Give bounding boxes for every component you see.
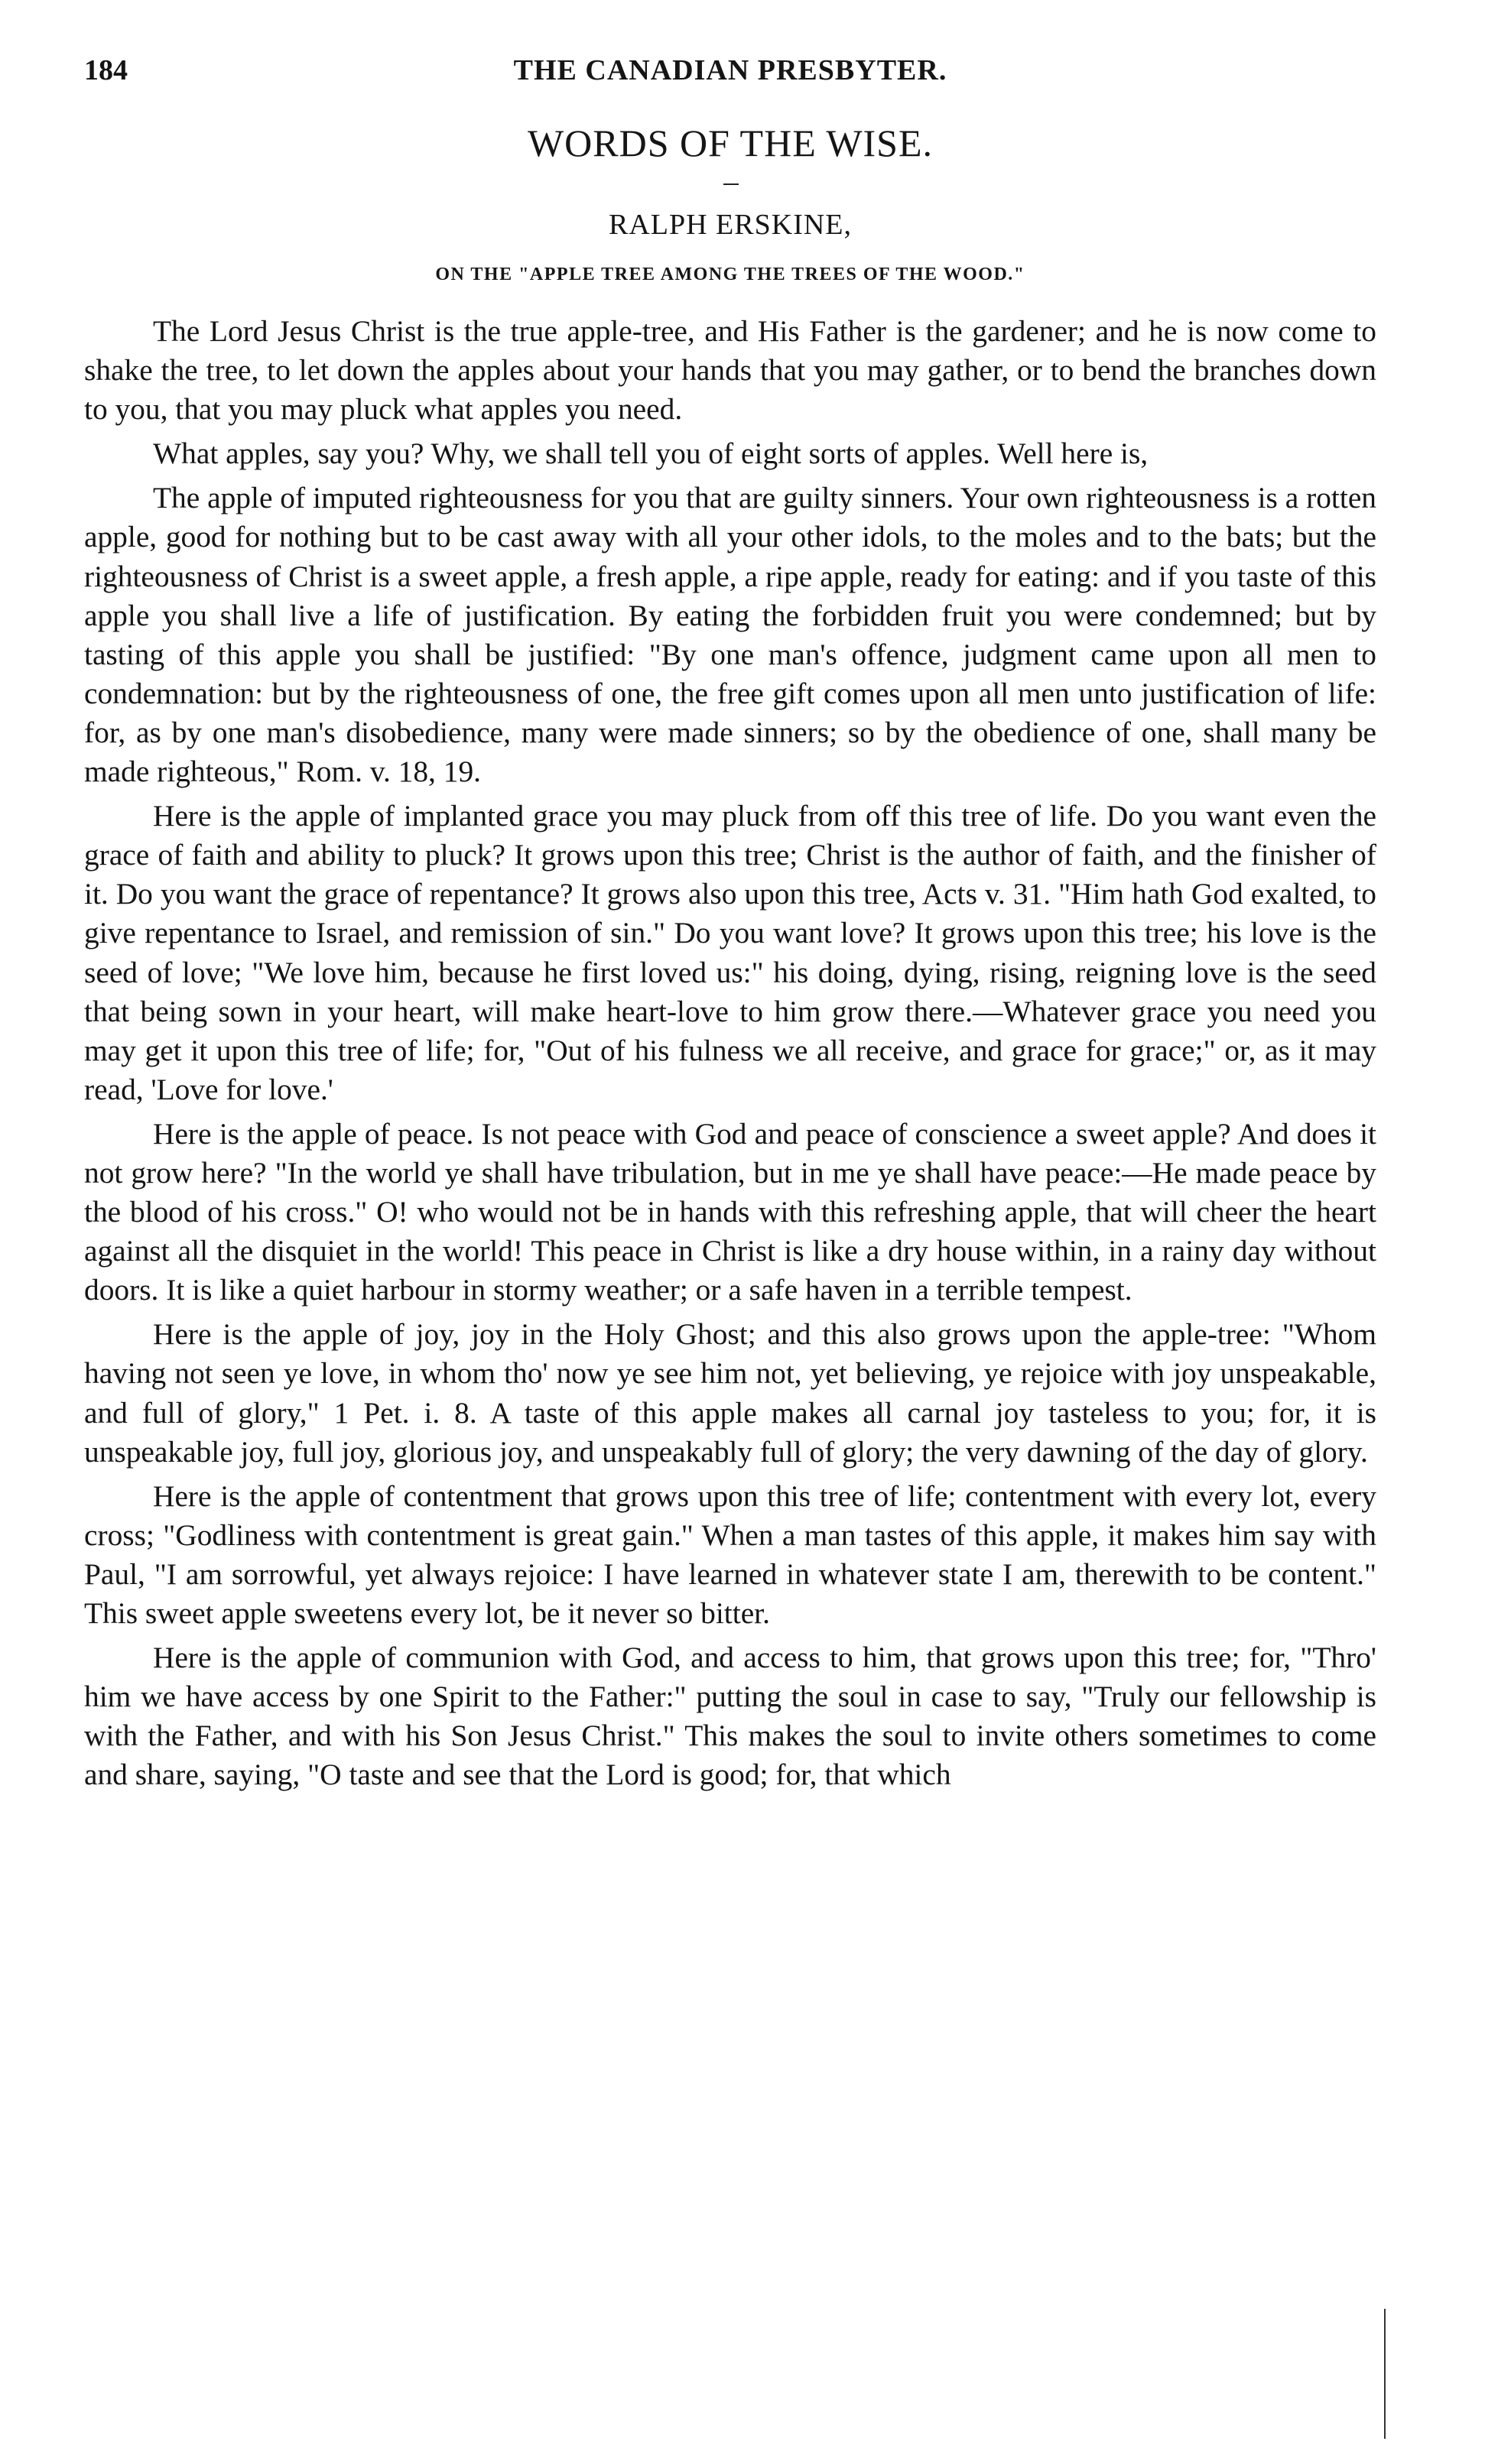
article-subtitle: ON THE "APPLE TREE AMONG THE TREES OF THE WOOD." bbox=[435, 265, 1025, 284]
journal-title: THE CANADIAN PRESBYTER. bbox=[513, 54, 947, 86]
title-rule bbox=[723, 183, 739, 185]
section-title: WORDS OF THE WISE. bbox=[527, 122, 934, 164]
article-body bbox=[84, 312, 1376, 1800]
paragraph-contentment: Here is the apple of contentment that grows upon this tree of life; contentment with every lot, every cross; "Godliness with contentment is great gain." When a man tastes of this apple, it makes him say with Paul, "I am sorrowful, yet always rejoice: I have learned in whatever state I am, therewith to be content." This sweet apple sweetens every lot, be it never so bitter. bbox=[84, 1479, 1376, 1630]
paragraph-imputed-righteousness: The apple of imputed righteousness for you that are guilty sinners. Your own righteousness is a rotten apple, good for nothing but to be cast away with all your other idols, to the moles and to the bats; but the righteousness of Christ is a sweet apple, a fresh apple, a ripe apple, ready for eating: and if you taste of this apple you shall live a life of justification. By eating the forbidden fruit you were condemned; but by tasting of this apple you shall be justified: "By one man's offence, judgment came upon all men to condemnation: but by the righteousness of one, the free gift comes upon all men unto justification of life: for, as by one man's disobedience, many were made sinners; so by the obedience of one, shall many be made righteous," Rom. v. 18, 19. bbox=[84, 481, 1376, 789]
paragraph-communion: Here is the apple of communion with God, and access to him, that grows upon this tree; for, "Thro' him we have access by one Spirit to the Father:" putting the soul in case to say, "Truly our fellowship is with the Father, and with his Son Jesus Christ." This makes the soul to invite others sometimes to come and share, saying, "O taste and see that the Lord is good; for, that which bbox=[84, 1641, 1376, 1792]
paragraph-joy: Here is the apple of joy, joy in the Holy Ghost; and this also grows upon the apple-tree: "Whom having not seen ye love, in whom tho' now ye see him not, yet believing, ye rejoice with joy unspeakable, and full of glory," 1 Pet. i. 8. A taste of this apple makes all carnal joy tasteless to you; for, it is unspeakable joy, full joy, glorious joy, and unspeakably full of glory; the very dawning of the day of glory. bbox=[84, 1317, 1376, 1469]
page-number: 184 bbox=[84, 54, 128, 86]
author-name: RALPH ERSKINE, bbox=[608, 209, 853, 241]
paragraph-eight-sorts: What apples, say you? Why, we shall tell you of eight sorts of apples. Well here is, bbox=[153, 437, 1149, 471]
running-head bbox=[84, 54, 1376, 99]
paragraph-peace: Here is the apple of peace. Is not peace with God and peace of conscience a sweet apple? And does it not grow here? "In the world ye shall have tribulation, but in me ye shall have peace:—He made peace by the blood of his cross." O! who would not be in hands with this refreshing apple, that will cheer the heart against all the disquiet in the world! This peace in Christ is like a dry house within, in a rainy day without doors. It is like a quiet harbour in stormy weather; or a safe haven in a terrible tempest. bbox=[84, 1116, 1376, 1307]
paragraph-implanted-grace: Here is the apple of implanted grace you may pluck from off this tree of life. Do you want even the grace of faith and ability to pluck? It grows upon this tree; Christ is the author of faith, and the finisher of it. Do you want the grace of repentance? It grows also upon this tree, Acts v. 31. "Him hath God exalted, to give repentance to Israel, and remission of sin." Do you want love? It grows upon this tree; his love is the seed of love; "We love him, because he first loved us:" his doing, dying, rising, reigning love is the seed that being sown in your heart, will make heart-love to him grow there.—Whatever grace you need you may get it upon this tree of life; for, "Out of his fulness we all receive, and grace for grace;" or, as it may read, 'Love for love.' bbox=[84, 799, 1376, 1106]
paragraph-introduction: The Lord Jesus Christ is the true apple-tree, and His Father is the gardener; and he is now come to shake the tree, to let down the apples about your hands that you may gather, or to bend the branches down to you, that you may pluck what apples you need. bbox=[84, 314, 1376, 427]
margin-mark bbox=[1384, 2309, 1386, 2439]
document-page bbox=[84, 31, 1376, 2431]
